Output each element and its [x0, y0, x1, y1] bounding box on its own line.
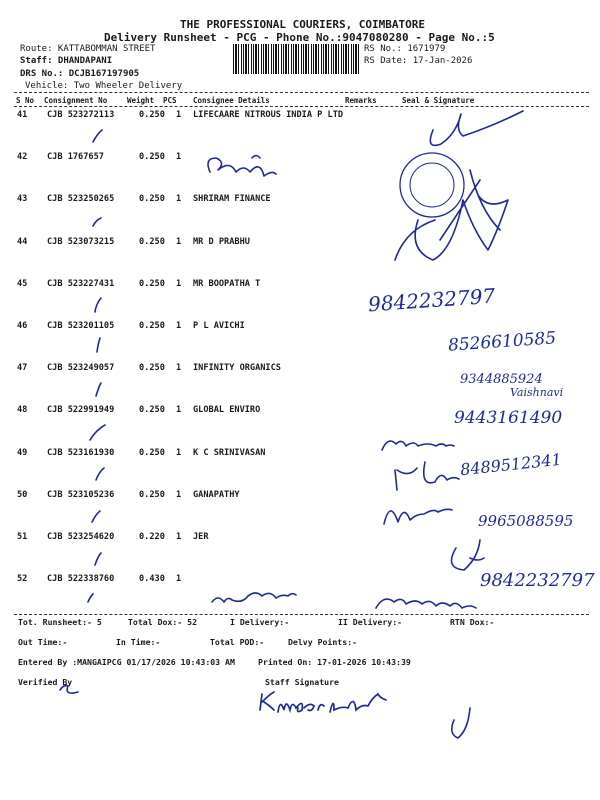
- staff-signature-label: Staff Signature: [265, 677, 339, 687]
- row-consignee: JER: [193, 532, 209, 542]
- staff-label: Staff: DHANDAPANI: [20, 56, 113, 66]
- row-sno: 52: [17, 574, 28, 584]
- handwritten-phone-row-52: 9842232797: [480, 570, 595, 591]
- row-pcs: 1: [176, 448, 182, 458]
- entered-by: Entered By :MANGAIPCG 01/17/2026 10:43:03 AM: [18, 657, 235, 667]
- handwritten-phone-row-48: 9443161490: [454, 408, 563, 428]
- col-weight: Weight: [127, 96, 155, 105]
- col-remarks: Remarks: [345, 96, 377, 105]
- row-sno: 47: [17, 363, 28, 373]
- row-consignment: CJB 523272113: [47, 110, 115, 120]
- row-consignment: CJB 523227431: [47, 279, 115, 289]
- row-sno: 44: [17, 237, 28, 247]
- row-sno: 50: [17, 490, 28, 500]
- row-consignment: CJB 523161930: [47, 448, 115, 458]
- row-consignee: K C SRINIVASAN: [193, 448, 266, 458]
- row-consignee: MR BOOPATHA T: [193, 279, 261, 289]
- row-consignee: GLOBAL ENVIRO: [193, 405, 261, 415]
- row-consignment: CJB 522338760: [47, 574, 115, 584]
- row-weight: 0.250: [139, 152, 165, 162]
- row-sno: 46: [17, 321, 28, 331]
- row-consignee: SHRIRAM FINANCE: [193, 194, 271, 204]
- row-pcs: 1: [176, 574, 182, 584]
- row-pcs: 1: [176, 532, 182, 542]
- row-sno: 43: [17, 194, 28, 204]
- row-pcs: 1: [176, 110, 182, 120]
- rs-number: RS No.: 1671979: [364, 44, 446, 54]
- row-weight: 0.250: [139, 363, 165, 373]
- row-sno: 49: [17, 448, 28, 458]
- row-consignee: P L AVICHI: [193, 321, 245, 331]
- tot-runsheet: Tot. Runsheet:- 5: [18, 617, 102, 627]
- col-consignment: Consignment No: [44, 96, 108, 105]
- row-pcs: 1: [176, 279, 182, 289]
- row-sno: 51: [17, 532, 28, 542]
- row-weight: 0.250: [139, 448, 165, 458]
- row-pcs: 1: [176, 194, 182, 204]
- handwritten-phone-row-49: 8489512341: [459, 449, 563, 480]
- vehicle-label: Vehicle: Two Wheeler Delivery: [25, 81, 183, 91]
- col-seal-signature: Seal & Signature: [402, 96, 475, 105]
- row-pcs: 1: [176, 405, 182, 415]
- document-subtitle: Delivery Runsheet - PCG - Phone No.:9047080280 - Page No.:5: [104, 31, 495, 44]
- total-pod: Total POD:-: [210, 637, 265, 647]
- rs-date: RS Date: 17-Jan-2026: [364, 56, 473, 66]
- document-title: THE PROFESSIONAL COURIERS, COIMBATORE: [180, 18, 426, 31]
- row-consignee: MR D PRABHU: [193, 237, 250, 247]
- row-pcs: 1: [176, 490, 182, 500]
- row-consignee: INFINITY ORGANICS: [193, 363, 281, 373]
- row-weight: 0.220: [139, 532, 165, 542]
- handwritten-name-row-47: Vaishnavi: [510, 386, 564, 399]
- col-consignee: Consignee Details: [193, 96, 270, 105]
- drs-number: DRS No.: DCJB167197905: [20, 69, 140, 79]
- i-delivery: I Delivery:-: [230, 617, 290, 627]
- row-consignment: CJB 523201105: [47, 321, 115, 331]
- row-weight: 0.430: [139, 574, 165, 584]
- row-consignment: CJB 523105236: [47, 490, 115, 500]
- handwritten-phone-row-45: 9842232797: [367, 283, 496, 317]
- row-pcs: 1: [176, 363, 182, 373]
- staff-signature: [260, 692, 386, 712]
- row-consignment: CJB 523254620: [47, 532, 115, 542]
- row-pcs: 1: [176, 321, 182, 331]
- printed-on: Printed On: 17-01-2026 10:43:39: [258, 657, 411, 667]
- row-weight: 0.250: [139, 279, 165, 289]
- row-sno: 45: [17, 279, 28, 289]
- rtn-dox: RTN Dox:-: [450, 617, 495, 627]
- row-pcs: 1: [176, 152, 182, 162]
- delvy-points: Delvy Points:-: [288, 637, 358, 647]
- row-consignment: CJB 1767657: [47, 152, 104, 162]
- handwritten-phone-row-47: 9344885924: [460, 372, 543, 387]
- handwritten-phone-row-46: 8526610585: [447, 328, 557, 356]
- in-time: In Time:-: [116, 637, 161, 647]
- col-pcs: PCS: [163, 96, 177, 105]
- route-label: Route: KATTABOMMAN STREET: [20, 44, 156, 54]
- handwritten-phone-row-50: 9965088595: [478, 512, 574, 530]
- row-sno: 42: [17, 152, 28, 162]
- row-consignment: CJB 523249057: [47, 363, 115, 373]
- row-weight: 0.250: [139, 194, 165, 204]
- row-weight: 0.250: [139, 110, 165, 120]
- row-consignment: CJB 522991949: [47, 405, 115, 415]
- col-sno: S No: [16, 96, 35, 105]
- row-pcs: 1: [176, 237, 182, 247]
- verified-by: Verified By: [18, 677, 73, 687]
- row-consignment: CJB 523073215: [47, 237, 115, 247]
- row-consignee: LIFECAARE NITROUS INDIA P LTD: [193, 110, 344, 120]
- row-weight: 0.250: [139, 490, 165, 500]
- row-weight: 0.250: [139, 321, 165, 331]
- row-sno: 41: [17, 110, 28, 120]
- row-consignment: CJB 523250265: [47, 194, 115, 204]
- row-consignee: GANAPATHY: [193, 490, 240, 500]
- row-sno: 48: [17, 405, 28, 415]
- row-weight: 0.250: [139, 405, 165, 415]
- row-weight: 0.250: [139, 237, 165, 247]
- out-time: Out Time:-: [18, 637, 68, 647]
- total-dox: Total Dox:- 52: [128, 617, 198, 627]
- ii-delivery: II Delivery:-: [338, 617, 403, 627]
